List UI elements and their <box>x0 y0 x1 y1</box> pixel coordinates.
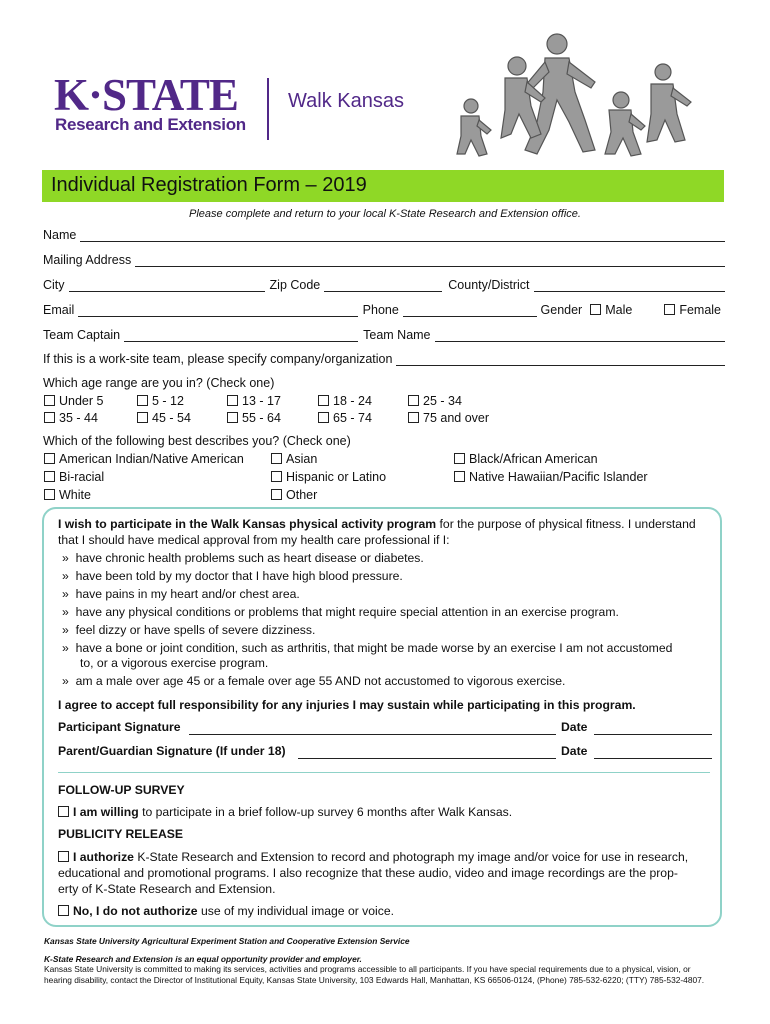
authorize-line3: erty of K-State Research and Extension. <box>58 882 276 896</box>
footer-eo: K-State Research and Extension is an equal opportunity provider and employer. <box>44 954 362 964</box>
male-label: Male <box>605 303 633 317</box>
participant-date-label: Date <box>561 720 588 734</box>
race-question: Which of the following best describes you? (Check one) <box>43 434 351 448</box>
logo-sub: Research and Extension <box>55 115 246 134</box>
name-row <box>43 228 725 242</box>
waiver-bullet: » have any physical conditions or problems that might require special attention in an exercise program. <box>62 605 619 619</box>
female-label: Female <box>679 303 721 317</box>
age-option[interactable]: 55 - 64 <box>227 411 281 425</box>
mailing-label: Mailing Address <box>43 253 132 267</box>
worksite-field[interactable] <box>396 353 725 366</box>
title-bar <box>42 170 724 202</box>
city-row <box>43 278 725 292</box>
waiver-intro: I wish to participate in the Walk Kansas physical activity program for the purpose of physical fitness. I understand <box>58 517 696 531</box>
team-row <box>43 328 725 342</box>
waiver-bullet: » am a male over age 45 or a female over age 55 AND not accustomed to vigorous exercise. <box>62 674 566 688</box>
zip-label: Zip Code <box>269 278 321 292</box>
race-option[interactable]: Black/African American <box>454 452 598 466</box>
participant-date-field[interactable] <box>594 734 712 735</box>
waiver-bullet-continued: to, or a vigorous exercise program. <box>80 656 269 670</box>
race-option[interactable]: Bi-racial <box>44 470 104 484</box>
publicity-heading: PUBLICITY RELEASE <box>58 827 184 841</box>
instructions: Please complete and return to your local K-State Research and Extension office. <box>189 208 581 220</box>
city-label: City <box>43 278 65 292</box>
authorize-consent[interactable]: I authorize K-State Research and Extension to record and photograph my image and/or voice for use in research, <box>58 850 688 864</box>
participant-signature-label: Participant Signature <box>58 720 181 734</box>
waiver-intro-line2: that I should have medical approval from my health care professional if I: <box>58 533 450 547</box>
race-option[interactable]: White <box>44 488 91 502</box>
walking-family-illustration <box>445 30 695 160</box>
race-option[interactable]: Other <box>271 488 317 502</box>
waiver-bullet: » feel dizzy or have spells of severe dizziness. <box>62 623 316 637</box>
gender-label: Gender <box>540 303 583 317</box>
section-divider <box>58 772 710 773</box>
age-option[interactable]: 35 - 44 <box>44 411 98 425</box>
race-option[interactable]: American Indian/Native American <box>44 452 244 466</box>
name-field[interactable] <box>80 229 725 242</box>
age-option[interactable]: 13 - 17 <box>227 394 281 408</box>
age-option[interactable]: 18 - 24 <box>318 394 372 408</box>
logo-main: K·STATE <box>54 70 238 120</box>
waiver-bullet: » have pains in my heart and/or chest area. <box>62 587 300 601</box>
age-option[interactable]: 25 - 34 <box>408 394 462 408</box>
guardian-date-field[interactable] <box>594 758 712 759</box>
city-field[interactable] <box>69 279 265 292</box>
guardian-date-label: Date <box>561 744 588 758</box>
worksite-label: If this is a work-site team, please specify company/organization <box>43 352 393 366</box>
male-checkbox[interactable] <box>590 304 601 315</box>
kstate-logo <box>54 70 414 140</box>
captain-label: Team Captain <box>43 328 121 342</box>
age-option[interactable]: 5 - 12 <box>137 394 184 408</box>
name-label: Name <box>43 228 77 242</box>
race-option[interactable]: Hispanic or Latino <box>271 470 386 484</box>
waiver-bullet: » have chronic health problems such as heart disease or diabetes. <box>62 551 424 565</box>
participant-signature-field[interactable] <box>189 734 556 735</box>
email-label: Email <box>43 303 75 317</box>
email-field[interactable] <box>78 304 357 317</box>
age-option[interactable]: 75 and over <box>408 411 489 425</box>
footer-contact: hearing disability, contact the Director of Institutional Equity, Kansas State University, 103 Edwards Hall, Manhattan, KS 66506-0124, (Phone) 785-532-6220; (TTY) 785-532-4807. <box>44 975 705 985</box>
age-question: Which age range are you in? (Check one) <box>43 376 275 390</box>
age-option[interactable]: Under 5 <box>44 394 103 408</box>
captain-field[interactable] <box>124 329 358 342</box>
agree-statement: I agree to accept full responsibility for any injuries I may sustain while participating in this program. <box>58 698 636 712</box>
waiver-bullet: » have a bone or joint condition, such as arthritis, that might be made worse by an exercise I am not accustomed <box>62 641 673 655</box>
zip-field[interactable] <box>324 279 442 292</box>
guardian-signature-field[interactable] <box>298 758 556 759</box>
race-option[interactable]: Native Hawaiian/Pacific Islander <box>454 470 648 484</box>
program-name: Walk Kansas <box>288 90 404 112</box>
phone-label: Phone <box>362 303 399 317</box>
email-row <box>43 303 725 317</box>
mailing-field[interactable] <box>135 254 725 267</box>
no-authorize-consent[interactable]: No, I do not authorize use of my individual image or voice. <box>58 904 394 918</box>
county-label: County/District <box>448 278 530 292</box>
team-label: Team Name <box>363 328 431 342</box>
footer-org: Kansas State University Agricultural Experiment Station and Cooperative Extension Service <box>44 936 410 946</box>
phone-field[interactable] <box>403 304 537 317</box>
worksite-row <box>43 352 725 366</box>
guardian-signature-label: Parent/Guardian Signature (If under 18) <box>58 744 286 758</box>
female-checkbox[interactable] <box>664 304 675 315</box>
race-option[interactable]: Asian <box>271 452 317 466</box>
age-option[interactable]: 45 - 54 <box>137 411 191 425</box>
waiver-bullet: » have been told by my doctor that I have high blood pressure. <box>62 569 403 583</box>
age-option[interactable]: 65 - 74 <box>318 411 372 425</box>
county-field[interactable] <box>534 279 725 292</box>
logo-divider <box>267 78 269 140</box>
followup-consent[interactable]: I am willing to participate in a brief follow-up survey 6 months after Walk Kansas. <box>58 805 512 819</box>
mailing-row <box>43 253 725 267</box>
team-field[interactable] <box>435 329 725 342</box>
footer-access: Kansas State University is committed to making its services, activities and programs accessible to all participants. If you have special requirements due to a physical, vision, or <box>44 964 691 974</box>
followup-heading: FOLLOW-UP SURVEY <box>58 783 185 797</box>
form-title: Individual Registration Form – 2019 <box>51 174 367 196</box>
authorize-line2: educational and promotional programs. I also recognize that these audio, video and image recordings are the prop- <box>58 866 678 880</box>
